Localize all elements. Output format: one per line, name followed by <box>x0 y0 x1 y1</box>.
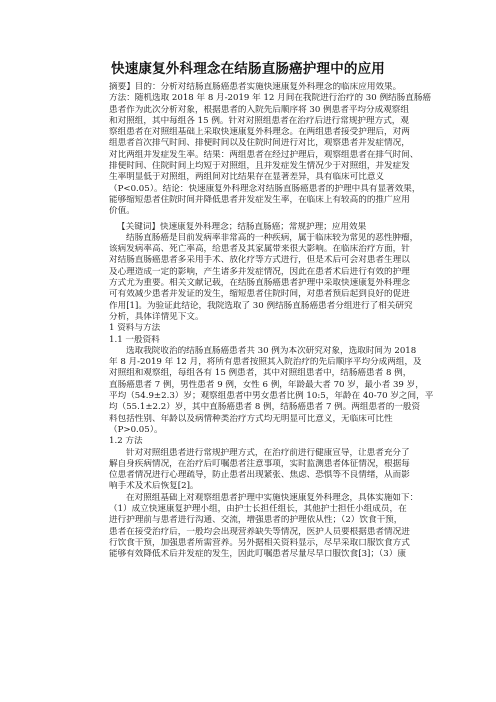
abstract-line: 和对照组，其中每组各 15 例。针对对照组患者在治疗后进行常规护理方式，观 <box>109 115 409 126</box>
abstract-line: 察组患者在对照组基础上采取快速康复外科理念。在两组患者接受护理后，对两 <box>109 127 410 138</box>
methods-line: （1）成立快速康复护理小组，由护士长担任组长，其他护士担任小组成员，在 <box>109 503 407 514</box>
methods-line: 行饮食干预，加强患者所需营养。另外据相关资料显示，尽早采取口服饮食方式 <box>109 537 410 548</box>
materials-line: 均（55.1±2.2）岁，其中直肠癌患者 8 例，结肠癌患者 7 例。两组患者的一般资 <box>109 402 421 413</box>
intro-line: 及心理造成一定的影响，产生诸多并发症情况，因此在患者术后进行有效的护理 <box>109 266 410 277</box>
intro-line: 分析，具体详情见下文。 <box>109 311 204 322</box>
materials-line: 平均（54.9±2.3）岁；观察组患者中男女患者比例 10:5，年龄在 40-70 岁之间，平 <box>109 391 434 402</box>
methods-line: 进行护理前与患者进行沟通、交流，增强患者的护理依从性；（2）饮食干预， <box>109 515 403 526</box>
paper-title: 快速康复外科理念在结肠直肠癌护理中的应用 <box>111 61 385 77</box>
paper-body <box>109 82 487 572</box>
abstract-line: 方法：随机选取 2018 年 8 月-2019 年 12 月间在我院进行治疗的 30 例结肠直肠癌 <box>109 93 432 104</box>
intro-line: 可有效减少患者并发证的发生，缩短患者住院时间，对患者预后起到良好的促进 <box>109 289 410 300</box>
subsection-heading: 1.1 一般资料 <box>109 334 160 345</box>
intro-line: 结肠直肠癌是目前发病率非常高的一种疾病，属于临床较为常见的恶性肿瘤， <box>126 232 419 243</box>
materials-line: 对照组和观察组，每组各有 15 例患者，其中对照组患者中，结肠癌患者 8 例， <box>109 368 412 379</box>
methods-line: 在对照组基础上对观察组患者护理中实施快速康复外科理念，具体实施如下： <box>126 492 419 503</box>
materials-line: 年 8 月-2019 年 12 月，将所有患者按照其入院治疗的先后顺序平均分成两组，及 <box>109 357 422 368</box>
intro-line: 方式尤为重要。相关文献记载，在结肠直肠癌患者护理中采取快速康复外科理念 <box>109 278 410 289</box>
abstract-line: 价值。 <box>109 206 135 217</box>
methods-line: 解自身疾病情况，在治疗后叮嘱患者注意事项，实时监测患者体征情况，根据每 <box>109 458 410 469</box>
methods-line: 能够有效降低术后并发症的发生，因此叮嘱患者尽量尽早口服饮食[3]；（3）康 <box>109 549 406 560</box>
methods-line: 响手术及术后恢复[2]。 <box>109 481 199 492</box>
section-heading: 1 资料与方法 <box>109 323 161 334</box>
abstract-line: 排便时间、住院时间上均短于对照组，且并发症发生情况少于对照组，并发症发 <box>109 161 410 172</box>
abstract-line: 生率明显低于对照组，两组间对比结果存在显著差异，具有临床可比意义 <box>109 172 385 183</box>
materials-line: 料包括性别、年龄以及病情种类治疗方式均无明显可比意义，无临床可比性 <box>109 413 393 424</box>
intro-line: 对结肠直肠癌患者多采用手术、放化疗等方式进行，但是术后可会对患者生理以 <box>109 255 410 266</box>
materials-line: （P>0.05）。 <box>109 424 163 435</box>
intro-line: 该病发病率高、死亡率高，给患者及其家属带来很大影响。在临床治疗方面，针 <box>109 244 410 255</box>
intro-line: 作用[1]。为验证此结论，我院选取了 30 例结肠直肠癌患者分组进行了相关研究 <box>109 300 413 311</box>
methods-line <box>109 560 487 571</box>
abstract-line: （P<0.05）。结论：快速康复外科理念对结肠直肠癌患者的护理中具有显著效果， <box>109 183 421 194</box>
abstract-line: 能够缩短患者住院时间并降低患者并发症发生率，在临床上有较高的的推广应用 <box>109 194 410 205</box>
materials-line: 直肠癌患者 7 例，男性患者 9 例，女性 6 例，年龄最大者 70 岁，最小者 39 岁， <box>109 379 424 390</box>
methods-line: 位患者情况进行心理疏导，防止患者出现紧张、焦虑、恐惧等不良情绪，从而影 <box>109 470 410 481</box>
abstract-line: 患者作为此次分析对象，根据患者的入院先后顺序将 30 例患者平均分成观察组 <box>109 104 409 115</box>
keywords-line: 【关键词】快速康复外科理念；结肠直肠癌；常规护理；应用效果 <box>117 221 367 232</box>
materials-line: 选取我院收治的结肠直肠癌患者共 30 例为本次研究对象，选取时间为 2018 <box>126 345 417 356</box>
abstract-line: 对比两组并发症发生率。结果：两组患者在经过护理后，观察组患者在排气时间、 <box>109 149 419 160</box>
methods-line: 患者在接受治疗后，一般均会出现营养缺失等情况，医护人员要根据患者情况进 <box>109 526 410 537</box>
abstract-line: 摘要】目的：分析对结肠直肠癌患者实施快速康复外科理念的临床应用效果。 <box>109 82 402 92</box>
abstract-line: 组患者首次排气时间、排便时间以及住院时间进行对比，观察患者并发症情况， <box>109 138 410 149</box>
subsection-heading: 1.2 方法 <box>109 436 143 447</box>
methods-line: 针对对照组患者进行常规护理方式，在治疗前进行健康宣导，让患者充分了 <box>126 447 410 458</box>
